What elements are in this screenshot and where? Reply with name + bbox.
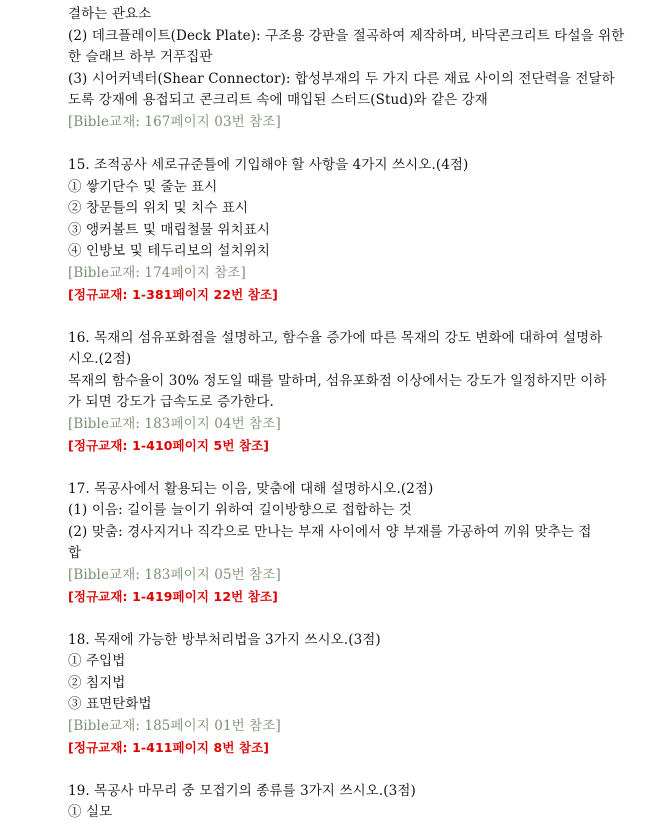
answer-line: ① 실모 [68,804,113,820]
bible-reference: [Bible교재: 183페이지 05번 참조] [68,566,281,583]
question-19 [68,781,608,824]
answer-line: ② 침지법 [68,674,126,691]
question-text: 15. 조적공사 세로규준틀에 기입해야 할 사항을 4가지 쓰시오.(4점) [68,157,469,173]
intro-line: 결하는 관요소 [68,6,152,22]
answer-line: ③ 표면탄화법 [68,696,152,712]
question-text: 16. 목재의 섬유포화점을 설명하고, 함수율 증가에 따른 목재의 강도 변화에 대하여 설명하 [68,329,603,346]
bible-reference: [Bible교재: 183페이지 04번 참조] [68,415,281,432]
question-text: 17. 목공사에서 활용되는 이음, 맞춤에 대해 설명하시오.(2점) [68,480,434,497]
intro-line: 도록 강재에 용접되고 콘크리트 속에 매입된 스터드(Stud)와 같은 강재 [68,92,488,108]
bible-reference: [Bible교재: 185페이지 01번 참조] [68,717,281,734]
question-text: 19. 목공사 마무리 중 모접기의 종류를 3가지 쓰시오.(3점) [68,782,416,799]
answer-line: ② 창문틀의 위치 및 치수 표시 [68,200,249,216]
answer-line: ③ 앵커볼트 및 매립철물 위치표시 [68,221,270,238]
answer-line: 가 되면 강도가 급속도로 증가한다. [68,394,274,410]
answer-line: ① 주입법 [68,653,126,669]
question-17 [68,479,608,608]
question-16 [68,328,608,457]
answer-line: 합 [68,545,82,561]
intro-line: 한 슬래브 하부 거푸집판 [68,49,213,65]
standard-reference: [정규교재: 1-381페이지 22번 참조] [68,287,278,302]
answer-line: 목재의 함수율이 30% 정도일 때를 말하며, 섬유포화점 이상에서는 강도가 일정하지만 이하 [68,372,607,389]
bible-reference: [Bible교재: 167페이지 03번 참조] [68,113,281,130]
standard-reference: [정규교재: 1-410페이지 5번 참조] [68,438,270,453]
intro-block [68,4,625,133]
intro-line: (3) 시어커넥터(Shear Connector): 합성부재의 두 가지 다른 재료 사이의 전단력을 전달하 [68,70,615,87]
answer-line: (1) 이음: 길이를 늘이기 위하여 길이방향으로 접합하는 것 [68,502,412,518]
standard-reference: [정규교재: 1-419페이지 12번 참조] [68,589,278,604]
question-18 [68,630,608,759]
intro-line: (2) 데크플레이트(Deck Plate): 구조용 강판을 절곡하여 제작하며, 바닥콘크리트 타설을 위한 [68,27,625,44]
answer-line: ④ 인방보 및 테두리보의 설치위치 [68,243,270,259]
standard-reference: [정규교재: 1-411페이지 8번 참조] [68,740,270,755]
question-15 [68,155,608,306]
question-text: 18. 목재에 가능한 방부처리법을 3가지 쓰시오.(3점) [68,631,381,648]
answer-line: (2) 맞춤: 경사지거나 직각으로 만나는 부재 사이에서 양 부재를 가공하여 끼워 맞추는 접 [68,523,592,540]
answer-line: ① 쌓기단수 및 줄눈 표시 [68,178,218,195]
question-text: 시오.(2점) [68,351,132,367]
bible-reference: [Bible교재: 174페이지 참조] [68,264,246,281]
